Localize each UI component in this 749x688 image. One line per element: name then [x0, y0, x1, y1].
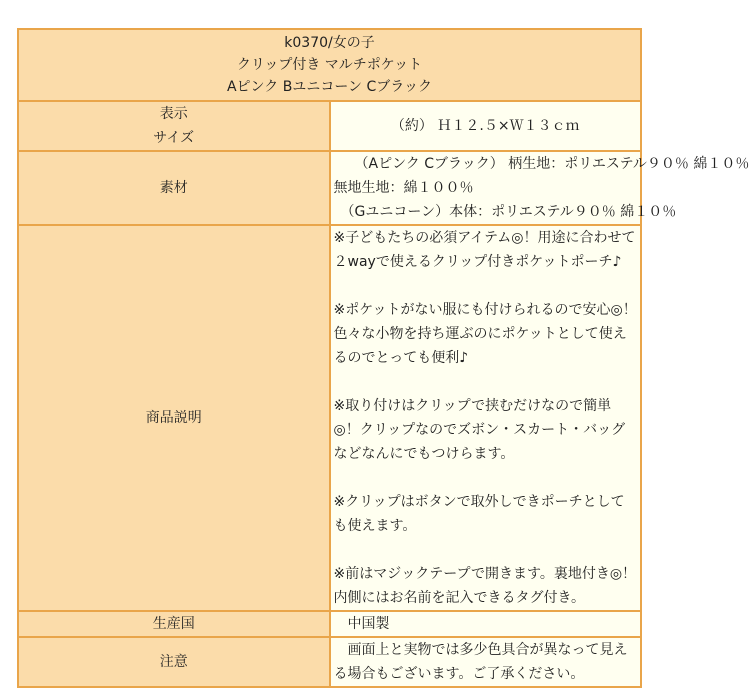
note-row [18, 637, 641, 687]
product-variants: Aピンク Bユニコーン Cブラック [226, 79, 433, 95]
size-value: （約） Ｈ１２.５×Ｗ１３ｃｍ [330, 101, 642, 151]
description-paragraph-3: ※取り付けはクリップで挟むだけなので簡単◎！クリップなのでズボン・スカート・バッグなどなんにでもつけらます。 [333, 398, 626, 462]
note-label: 注意 [18, 637, 330, 687]
description-paragraph-1: ※子どもたちの必須アイテム◎！用途に合わせて２wayで使えるクリップ付きポケットポーチ♪ [333, 230, 636, 270]
note-value [330, 637, 642, 687]
material-line-2: 無地生地：綿１００％ [333, 180, 474, 196]
material-line-3: （Gユニコーン）本体：ポリエステル９０％ 綿１０％ [333, 204, 677, 220]
size-row [18, 101, 641, 151]
description-paragraph-2: ※ポケットがない服にも付けられるので安心◎！色々な小物を持ち運ぶのにポケットとして使えるのでとっても便利♪ [333, 302, 637, 366]
product-code: k0370/女の子 [284, 35, 375, 51]
material-row [18, 151, 641, 225]
product-spec-table [17, 28, 749, 688]
size-label-line1: 表示 [159, 106, 188, 122]
note-text: 画面上と実物では多少色具合が異なって見える場合もございます。ご了承ください。 [333, 642, 628, 682]
header-row [18, 29, 641, 101]
material-line-1: （Aピンク Cブラック） 柄生地：ポリエステル９０％ 綿１０％ [333, 156, 749, 172]
origin-label: 生産国 [18, 611, 330, 637]
origin-value: 中国製 [330, 611, 642, 637]
material-value [330, 151, 749, 225]
size-label-line2: サイズ [153, 130, 195, 146]
description-paragraph-5: ※前はマジックテープで開きます。裏地付き◎！内側にはお名前を記入できるタグ付き。 [333, 566, 637, 606]
product-title-cell [18, 29, 641, 101]
size-label [18, 101, 330, 151]
product-name: クリップ付き マルチポケット [236, 57, 423, 73]
description-paragraph-4: ※クリップはボタンで取外しできポーチとしても使えます。 [333, 494, 625, 534]
description-value [330, 225, 642, 611]
material-label: 素材 [18, 151, 330, 225]
description-row [18, 225, 641, 611]
origin-row [18, 611, 641, 637]
description-label: 商品説明 [18, 225, 330, 611]
